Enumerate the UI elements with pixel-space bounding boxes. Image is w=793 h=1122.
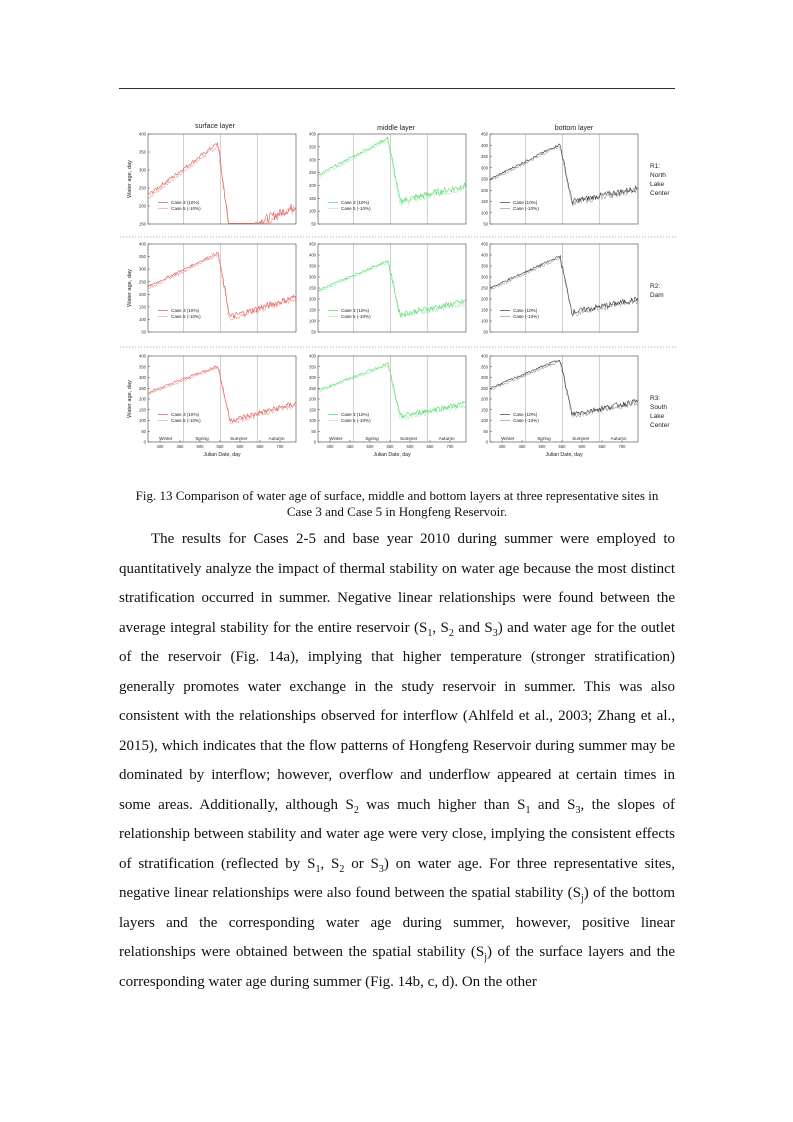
season-label-autumn: Autumn [268,436,285,441]
y-tick-label: 250 [139,385,146,391]
y-tick-label: 0 [143,439,146,445]
column-title-bottom: bottom layer [554,125,594,132]
x-tick-label: 400 [326,444,334,449]
legend-entry: Case 5 (-10%) [171,206,201,211]
legend-entry: Case 5 (-10%) [171,418,201,423]
x-tick-label: 650 [426,444,434,449]
season-label-winter: Winter [329,436,343,441]
x-tick-label: 600 [236,444,244,449]
x-tick-label: 650 [256,444,264,449]
y-tick-label: 200 [481,396,488,402]
x-axis-label: Julian Date, day [373,452,411,458]
y-tick-label: 400 [139,353,146,359]
y-tick-label: 50 [483,221,488,227]
paragraph: The results for Cases 2-5 and base year 2010 during summer were employed to quantitatively analyze the impact of thermal stability on water age because the most distinct stratification occurred in summer. Negative linear relationships were found between the average integral stability for the entire reservoir ($S_1$, $S_2$ and $S_3$) and water age for the outlet of the reservoir (Fig. 14a), implying that higher temperature (stronger stratification) generally promotes water exchange in the study reservoir in summer. This was also consistent with the relationships observed for interflow (Ahlfeld et al., 2003; Zhang et al., 2015), which indicates that the flow patterns of Hongfeng Reservoir during summer may be dominated by interflow; however, overflow and underflow appeared at certain times in some areas. Additionally, although $S_2$ was much higher than $S_1$ and $S_3$, the slopes of relationship between stability and water age were very close, implying the consistent effects of stratification (reflected by $S_1$, $S_2$ or $S_3$) on water age. For three representative sites, negative linear relationships were also found between the spatial stability $(S_j)$ of the bottom layers and the corresponding water age during summer, however, positive linear relationships were obtained between the spatial stability $(S_j)$ of the surface layers and the corresponding water age during summer (Fig. 14b, c, d). On the other [119,531,675,990]
figure-13 [118,112,678,472]
y-tick-label: 250 [481,176,488,182]
y-tick-label: 100 [309,418,316,424]
y-tick-label: 300 [481,165,488,171]
y-tick-label: 100 [481,210,488,216]
legend-entry: Case 3 (10%) [171,308,200,313]
figure-caption [119,488,675,520]
season-label-spring: Spring [195,436,209,441]
panel-r3-bottom [481,354,638,458]
y-tick-label: 350 [481,364,488,370]
legend-entry: Case 3 (10%) [171,412,200,417]
y-tick-label: 300 [481,375,488,381]
season-label-winter: Winter [501,436,515,441]
y-tick-label: 0 [485,439,488,445]
y-tick-label: 200 [309,396,316,402]
y-tick-label: 100 [481,418,488,424]
legend-entry: Case (-10%) [513,206,539,211]
y-tick-label: 300 [309,274,316,280]
y-tick-label: 150 [481,307,488,313]
legend-entry: Case 3 (10%) [171,200,200,205]
legend-entry: Case 3 (10%) [341,200,370,205]
x-tick-label: 500 [538,444,546,449]
y-axis-label: Water age, day [127,160,133,198]
x-tick-label: 700 [618,444,626,449]
x-tick-label: 400 [156,444,164,449]
y-tick-label: 100 [309,318,316,324]
y-tick-label: 450 [309,241,316,247]
x-tick-label: 450 [518,444,526,449]
x-tick-label: 550 [558,444,566,449]
y-tick-label: 250 [139,185,146,191]
y-axis-label: Water age, day [127,269,133,307]
legend-entry: Case 3 (10%) [341,308,370,313]
season-label-autumn: Autumn [610,436,627,441]
site-label-r2: R2: Dam [650,283,664,299]
y-tick-label: 200 [481,296,488,302]
y-tick-label: 350 [309,144,316,150]
y-tick-label: 450 [481,241,488,247]
y-tick-label: 0 [313,439,316,445]
legend-entry: Case 5 (-10%) [341,418,371,423]
column-title-middle: middle layer [377,125,415,132]
y-tick-label: 350 [139,254,146,260]
y-tick-label: 50 [141,428,146,434]
plot-frame [148,356,296,442]
y-tick-label: 350 [481,263,488,269]
panel-r1-middle [309,132,466,227]
panel-r3-middle [309,354,466,458]
legend-entry: Case 5 (-10%) [171,314,201,319]
y-tick-label: 50 [311,329,316,335]
y-tick-label: 150 [309,195,316,201]
x-axis-label: Julian Date, day [203,452,241,458]
y-tick-label: 50 [311,221,316,227]
legend-entry: Case 5 (-10%) [341,206,371,211]
site-label-r1: R1: North Lake Center [650,163,670,197]
y-tick-label: 400 [309,353,316,359]
season-label-summer: Summer [400,436,418,441]
panel-r2-bottom [481,242,638,335]
y-tick-label: 150 [309,407,316,413]
y-tick-label: 400 [481,142,488,148]
x-tick-label: 600 [406,444,414,449]
legend-entry: Case (10%) [513,308,538,313]
y-tick-label: 50 [311,428,316,434]
y-tick-label: 200 [309,296,316,302]
y-tick-label: 350 [481,154,488,160]
y-tick-label: 250 [139,279,146,285]
caption-line-1: Fig. 13 Comparison of water age of surface, middle and bottom layers at three representative sites in [135,488,659,503]
legend-entry: Case (10%) [513,412,538,417]
panel-r1-bottom [481,132,638,227]
y-tick-label: 350 [309,263,316,269]
y-tick-label: 150 [309,307,316,313]
y-tick-label: 300 [139,375,146,381]
y-tick-label: 50 [141,329,146,335]
season-label-summer: Summer [572,436,590,441]
x-tick-label: 500 [196,444,204,449]
y-tick-label: 150 [139,407,146,413]
header-rule [119,88,675,89]
y-tick-label: 300 [481,274,488,280]
y-tick-label: 250 [481,385,488,391]
season-label-spring: Spring [537,436,551,441]
y-tick-label: 400 [139,131,146,137]
series-line-case-5 [490,146,638,206]
y-tick-label: 150 [481,199,488,205]
x-tick-label: 450 [176,444,184,449]
y-tick-label: 300 [139,167,146,173]
y-tick-label: 400 [481,252,488,258]
series-line-case-5 [318,139,466,206]
y-tick-label: 300 [309,157,316,163]
site-label-r3: R3: South Lake Center [650,395,670,429]
y-tick-label: 250 [309,385,316,391]
y-tick-label: 300 [139,266,146,272]
series-line-case-3 [318,363,466,418]
y-tick-label: 400 [309,131,316,137]
y-tick-label: 50 [483,428,488,434]
plot-frame [318,356,466,442]
legend-entry: Case 5 (-10%) [341,314,371,319]
y-tick-label: 100 [139,317,146,323]
y-tick-label: 400 [139,241,146,247]
season-label-summer: Summer [230,436,248,441]
x-tick-label: 600 [578,444,586,449]
x-tick-label: 700 [446,444,454,449]
y-tick-label: 450 [481,131,488,137]
panels [127,132,638,458]
y-tick-label: 150 [139,304,146,310]
y-tick-label: 200 [481,187,488,193]
y-tick-label: 150 [139,221,146,227]
season-label-winter: Winter [159,436,173,441]
legend-entry: Case 3 (10%) [341,412,370,417]
x-tick-label: 500 [366,444,374,449]
y-axis-label: Water age, day [127,380,133,418]
y-tick-label: 200 [139,396,146,402]
y-tick-label: 250 [481,285,488,291]
y-tick-label: 200 [139,203,146,209]
panel-r2-surface [127,242,296,335]
x-tick-label: 400 [498,444,506,449]
x-axis-label: Julian Date, day [545,452,583,458]
season-label-spring: Spring [365,436,379,441]
y-tick-label: 100 [139,418,146,424]
x-tick-label: 550 [386,444,394,449]
y-tick-label: 150 [481,407,488,413]
series-line-case-3 [318,137,466,203]
x-tick-label: 450 [346,444,354,449]
column-title-surface: surface layer [194,123,236,130]
y-tick-label: 200 [139,291,146,297]
y-tick-label: 300 [309,375,316,381]
panel-r1-surface [127,132,296,227]
y-tick-label: 250 [309,285,316,291]
y-tick-label: 200 [309,183,316,189]
season-label-autumn: Autumn [438,436,455,441]
y-tick-label: 400 [481,353,488,359]
x-tick-label: 550 [216,444,224,449]
body-paragraph [119,525,675,997]
x-tick-label: 650 [598,444,606,449]
panel-r2-middle [309,242,466,335]
y-tick-label: 100 [481,318,488,324]
y-tick-label: 350 [139,149,146,155]
series-line-case-5 [148,145,296,223]
plot-frame [490,356,638,442]
y-tick-label: 400 [309,252,316,258]
legend-entry: Case (-10%) [513,418,539,423]
series-line-case-3 [148,143,296,223]
legend-entry: Case (-10%) [513,314,539,319]
panel-r3-surface [127,354,296,458]
y-tick-label: 250 [309,170,316,176]
y-tick-label: 350 [309,364,316,370]
caption-line-2: Case 3 and Case 5 in Hongfeng Reservoir. [286,504,508,519]
legend-entry: Case (10%) [513,200,538,205]
y-tick-label: 350 [139,364,146,370]
y-tick-label: 50 [483,329,488,335]
x-tick-label: 700 [276,444,284,449]
series-line-case-5 [490,361,638,418]
y-tick-label: 100 [309,208,316,214]
